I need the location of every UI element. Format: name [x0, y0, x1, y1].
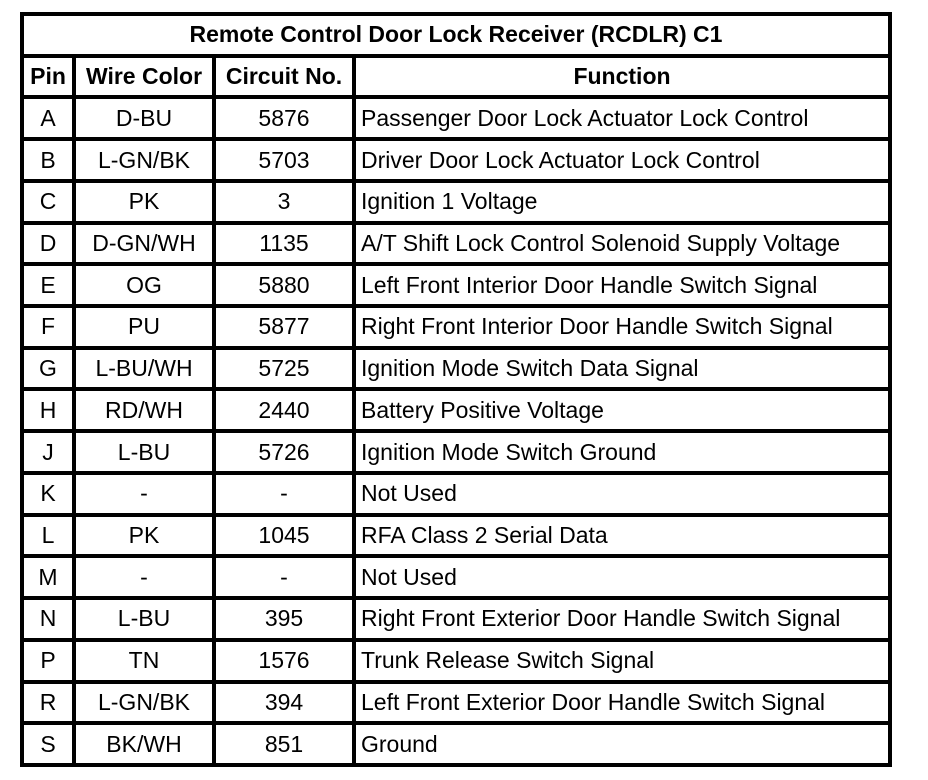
connector-table [24, 16, 888, 763]
cell-wire-color: RD/WH [76, 391, 212, 429]
cell-pin: R [24, 684, 72, 722]
cell-circuit-no: 5876 [216, 99, 352, 137]
cell-wire-color: L-GN/BK [76, 141, 212, 179]
cell-function: RFA Class 2 Serial Data [356, 517, 888, 555]
cell-function: Ignition 1 Voltage [356, 183, 888, 221]
cell-pin: B [24, 141, 72, 179]
cell-wire-color: PU [76, 308, 212, 346]
cell-function: Battery Positive Voltage [356, 391, 888, 429]
cell-pin: L [24, 517, 72, 555]
cell-function: Ignition Mode Switch Data Signal [356, 350, 888, 388]
cell-circuit-no: 5725 [216, 350, 352, 388]
cell-wire-color: - [76, 558, 212, 596]
cell-circuit-no: 1045 [216, 517, 352, 555]
cell-wire-color: D-GN/WH [76, 225, 212, 263]
cell-function: Passenger Door Lock Actuator Lock Control [356, 99, 888, 137]
cell-pin: F [24, 308, 72, 346]
header-pin: Pin [24, 58, 72, 96]
header-circuit-no: Circuit No. [216, 58, 352, 96]
cell-function: Left Front Interior Door Handle Switch Signal [356, 266, 888, 304]
cell-wire-color: PK [76, 183, 212, 221]
cell-circuit-no: 395 [216, 600, 352, 638]
cell-wire-color: TN [76, 642, 212, 680]
cell-wire-color: D-BU [76, 99, 212, 137]
cell-circuit-no: 1576 [216, 642, 352, 680]
cell-circuit-no: 394 [216, 684, 352, 722]
cell-wire-color: PK [76, 517, 212, 555]
cell-function: Ground [356, 725, 888, 763]
cell-wire-color: OG [76, 266, 212, 304]
cell-circuit-no: 851 [216, 725, 352, 763]
cell-function: Driver Door Lock Actuator Lock Control [356, 141, 888, 179]
cell-pin: N [24, 600, 72, 638]
cell-function: Left Front Exterior Door Handle Switch Signal [356, 684, 888, 722]
header-wire-color: Wire Color [76, 58, 212, 96]
cell-pin: A [24, 99, 72, 137]
cell-circuit-no: 5703 [216, 141, 352, 179]
cell-wire-color: L-GN/BK [76, 684, 212, 722]
cell-pin: D [24, 225, 72, 263]
cell-pin: K [24, 475, 72, 513]
cell-pin: C [24, 183, 72, 221]
cell-circuit-no: 2440 [216, 391, 352, 429]
cell-wire-color: L-BU [76, 433, 212, 471]
cell-pin: H [24, 391, 72, 429]
cell-pin: M [24, 558, 72, 596]
cell-circuit-no: 5726 [216, 433, 352, 471]
cell-circuit-no: 5880 [216, 266, 352, 304]
cell-function: Not Used [356, 475, 888, 513]
cell-pin: E [24, 266, 72, 304]
cell-function: Ignition Mode Switch Ground [356, 433, 888, 471]
cell-pin: P [24, 642, 72, 680]
cell-function: Right Front Interior Door Handle Switch Signal [356, 308, 888, 346]
cell-wire-color: L-BU [76, 600, 212, 638]
cell-function: Not Used [356, 558, 888, 596]
connector-table-frame [20, 12, 892, 767]
table-title: Remote Control Door Lock Receiver (RCDLR) C1 [24, 16, 888, 54]
cell-circuit-no: - [216, 558, 352, 596]
cell-pin: G [24, 350, 72, 388]
cell-pin: J [24, 433, 72, 471]
cell-wire-color: - [76, 475, 212, 513]
cell-circuit-no: - [216, 475, 352, 513]
cell-circuit-no: 1135 [216, 225, 352, 263]
cell-wire-color: BK/WH [76, 725, 212, 763]
cell-circuit-no: 5877 [216, 308, 352, 346]
header-function: Function [356, 58, 888, 96]
cell-function: Trunk Release Switch Signal [356, 642, 888, 680]
cell-function: Right Front Exterior Door Handle Switch Signal [356, 600, 888, 638]
cell-function: A/T Shift Lock Control Solenoid Supply Voltage [356, 225, 888, 263]
cell-wire-color: L-BU/WH [76, 350, 212, 388]
cell-pin: S [24, 725, 72, 763]
cell-circuit-no: 3 [216, 183, 352, 221]
